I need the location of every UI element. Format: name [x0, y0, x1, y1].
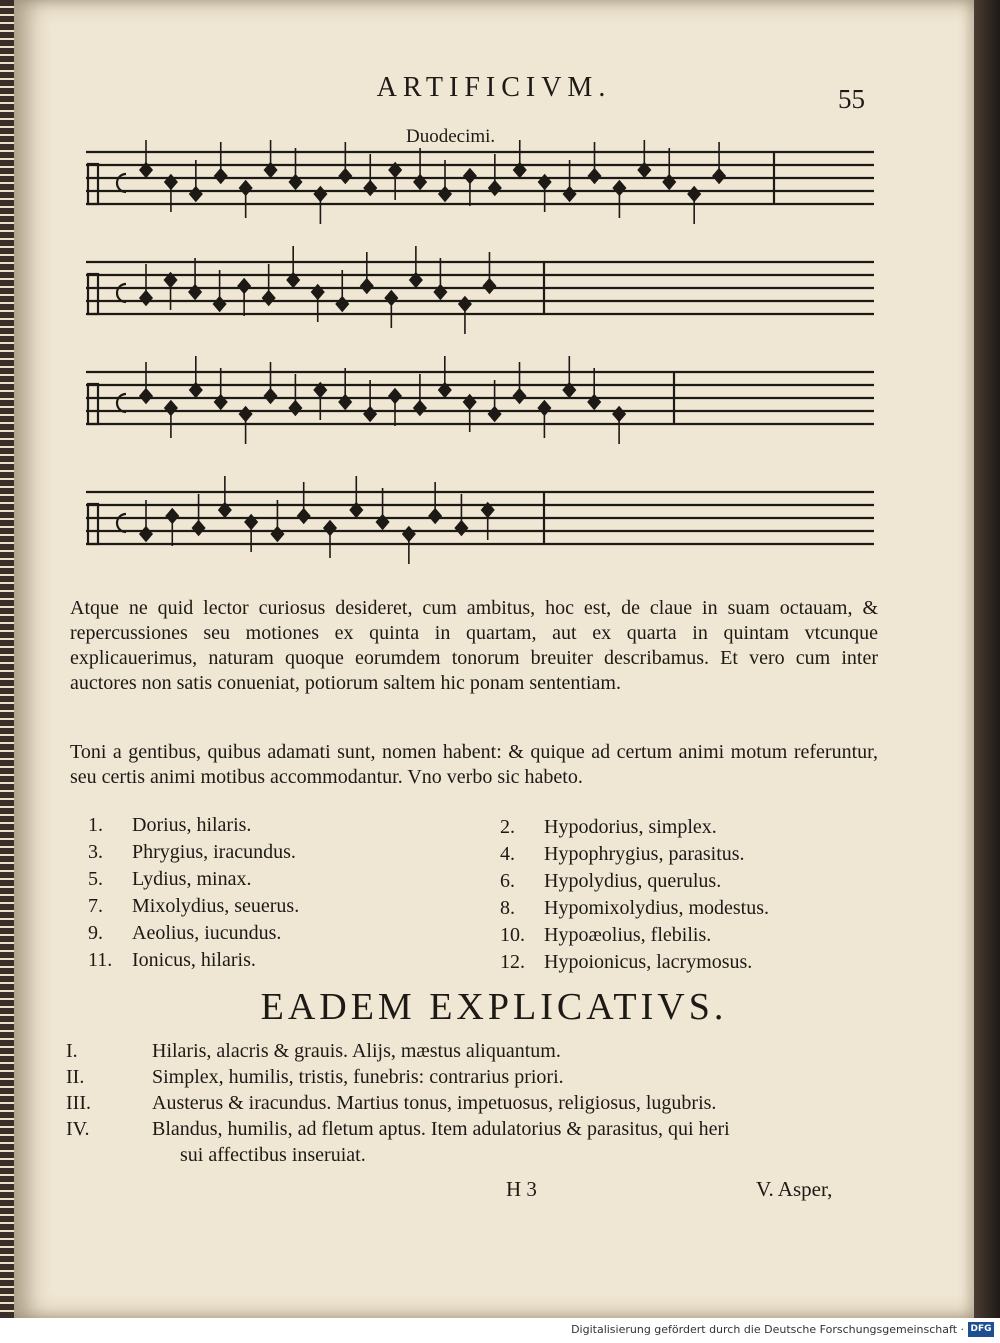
- book-left-edge: [0, 0, 14, 1343]
- mode-item: 12. Hypoionicus, lacrymosus.: [500, 951, 753, 973]
- time-signature: [117, 284, 126, 302]
- paragraph-toni: Toni a gentibus, quibus adamati sunt, nomen habent: & quique ad certum animi motum referuntur, seu certis animi motibus accommodantur. Vno verbo sic habeto.: [70, 741, 878, 788]
- book-page: ARTIFICIVM. 55 Duodecimi. Atque ne quid lector curiosus desideret, cum ambitus, hoc est, de claue in suam octauam, & repercussiones seu motiones ex quinta in quartam, aut ex quarta in quintam vtcunque explicauerimus, naturam quoque eorumdem tonorum breuiter describamus. Et vero cum inter auctores non satis conueniat, potiorum saltem hic ponam sententiam. Toni a gentibus, quibus adamati sunt, nomen habent: & quique ad certum animi motum referuntur, seu certis animi motibus accommodantur. Vno verbo sic habeto. 1. Dorius, hilaris. 2. Hypodorius, simplex. 3. Phrygius, iracundus. 4. Hypophrygius, parasitus. 5. Lydius, minax. 6. Hypolydius, querulus. 7. Mixolydius, seuerus. 8. Hypomixolydius, modestus. 9. Aeolius, iucundus. 10. Hypoæolius, flebilis. 11. Ionicus, hilaris. 12. Hypoionicus, lacrymosus. EADEM EXPLICATIVS. I. Hilaris, alacris & grauis. Alijs, mæstus aliquantum. II. Simplex, humilis, tristis, funebris: contrarius priori. III. Austerus & iracundus. Martius tonus, impetuosus, religiosus, lugubris. IV. Blandus, humilis, ad fletum aptus. Item adulatorius & parasitus, qui heri sui affectibus inseruiat. H 3 V. Asper,: [14, 0, 974, 1318]
- section-heading: EADEM EXPLICATIVS.: [260, 986, 728, 1028]
- mode-item: 11. Ionicus, hilaris.: [88, 949, 256, 971]
- paragraph-ambitus: Atque ne quid lector curiosus desideret, cum ambitus, hoc est, de claue in suam octauam, & repercussiones seu motiones ex quinta in quartam, aut ex quarta in quintam vtcunque explicauerimus, naturam quoque eorumdem tonorum breuiter describamus. Et vero cum inter auctores non satis conueniat, potiorum saltem hic ponam sententiam.: [70, 597, 878, 694]
- footer-credit: Digitalisierung gefördert durch die Deutsche Forschungsgemeinschaft ·: [571, 1323, 964, 1336]
- clef-mark: [88, 274, 98, 314]
- mode-item: 1. Dorius, hilaris.: [88, 814, 252, 836]
- time-signature: [117, 174, 126, 192]
- footer-bar: [0, 1318, 1000, 1343]
- music-notation: [74, 140, 884, 585]
- signature-mark: H 3: [506, 1177, 537, 1201]
- mode-item: 4. Hypophrygius, parasitus.: [500, 843, 745, 865]
- mode-item: 7. Mixolydius, seuerus.: [88, 895, 300, 917]
- clef-mark: [88, 384, 98, 424]
- mode-item: 9. Aeolius, iucundus.: [88, 922, 282, 944]
- mode-item: 5. Lydius, minax.: [88, 868, 252, 890]
- dfg-logo: DFG: [968, 1322, 994, 1337]
- time-signature: [117, 394, 126, 412]
- mode-item: 3. Phrygius, iracundus.: [88, 841, 296, 863]
- mode-item: 8. Hypomixolydius, modestus.: [500, 897, 770, 919]
- page-number: 55: [838, 84, 865, 114]
- staff-lines: [86, 152, 874, 544]
- book-right-edge: [974, 0, 1000, 1318]
- mode-item: 10. Hypoæolius, flebilis.: [500, 924, 712, 946]
- clef-mark: [88, 504, 98, 544]
- time-signature: [117, 514, 126, 532]
- mode-item: 6. Hypolydius, querulus.: [500, 870, 722, 892]
- mode-item: 2. Hypodorius, simplex.: [500, 816, 717, 838]
- music-label: Duodecimi.: [406, 126, 496, 147]
- running-title: ARTIFICIVM.: [376, 72, 612, 103]
- catchword: V. Asper,: [756, 1177, 833, 1201]
- clef-mark: [88, 164, 98, 204]
